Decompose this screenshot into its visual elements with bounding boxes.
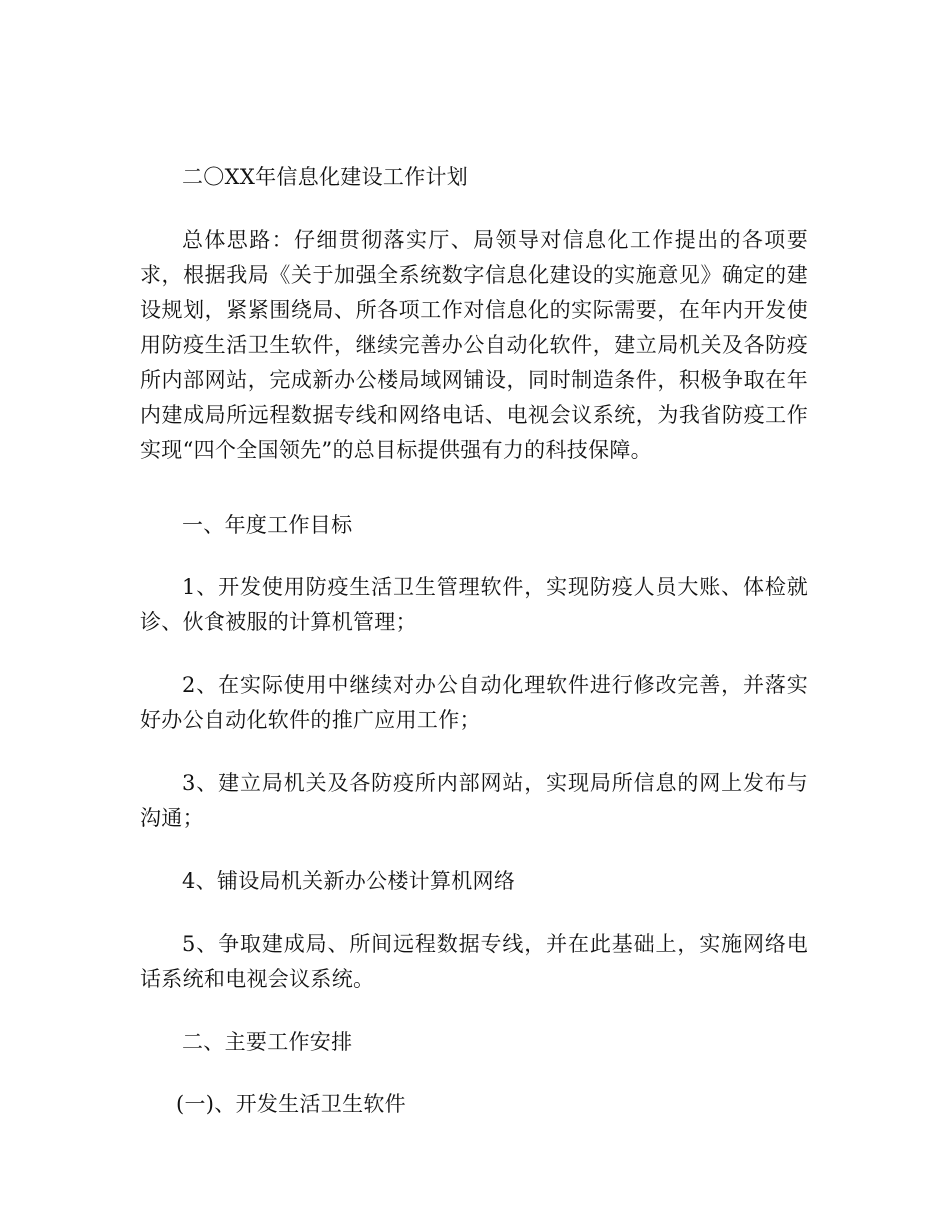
goal-item-4: 4、铺设局机关新办公楼计算机网络	[182, 869, 516, 893]
goal-item-1: 1、开发使用防疫生活卫生管理软件，实现防疫人员大账、体检就诊、伙食被服的计算机管理；	[140, 575, 808, 634]
goal-item-3: 3、建立局机关及各防疫所内部网站，实现局所信息的网上发布与沟通；	[140, 771, 808, 830]
goal-item-2: 2、在实际使用中继续对办公自动化理软件进行修改完善，并落实好办公自动化软件的推广应用工作；	[140, 673, 808, 732]
overview-paragraph: 总体思路：仔细贯彻落实厅、局领导对信息化工作提出的各项要求，根据我局《关于加强全系统数字信息化建设的实施意见》确定的建设规划，紧紧围绕局、所各项工作对信息化的实际需要，在年内开发使用防疫生活卫生软件，继续完善办公自动化软件，建立局机关及各防疫所内部网站，完成新办公楼局域网铺设，同时制造条件，积极争取在年内建成局所远程数据专线和网络电话、电视会议系统，为我省防疫工作实现“四个全国领先”的总目标提供强有力的科技保障。	[140, 228, 808, 462]
goal-item-5: 5、争取建成局、所间远程数据专线，并在此基础上，实施网络电话系统和电视会议系统。	[140, 932, 808, 991]
subsection-heading-software: (一)、开发生活卫生软件	[176, 1092, 406, 1116]
document-title: 二〇XX年信息化建设工作计划	[182, 165, 469, 189]
section-heading-tasks: 二、主要工作安排	[182, 1030, 353, 1054]
section-heading-goals: 一、年度工作目标	[182, 513, 353, 537]
